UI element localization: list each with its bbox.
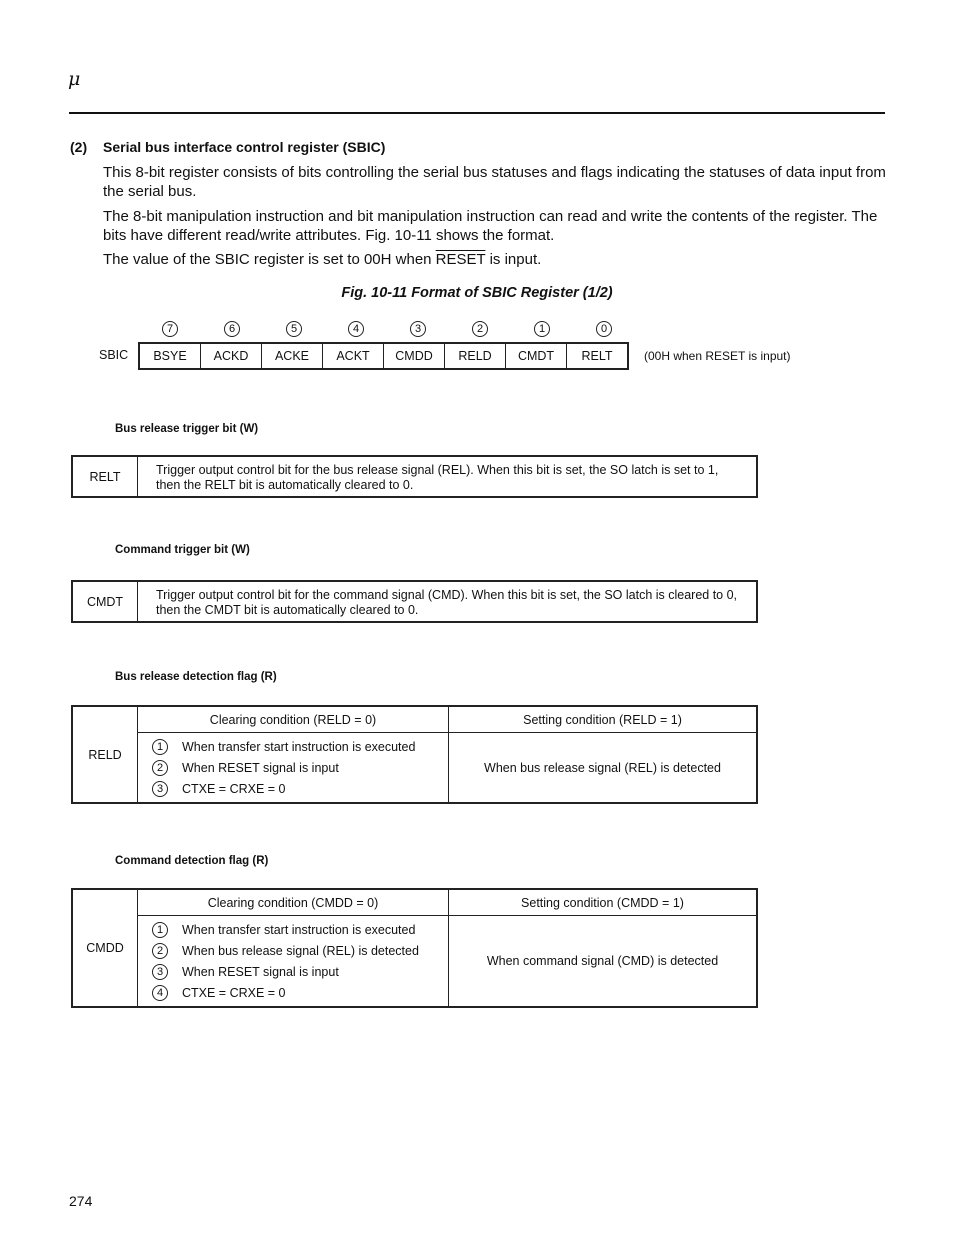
reld-heading: Bus release detection flag (R) [115,671,277,683]
item-text: CTXE = CRXE = 0 [182,781,286,796]
item-text: When bus release signal (REL) is detected [182,943,419,958]
page-number: 274 [69,1193,93,1209]
list-item [152,778,448,799]
cmdd-table [71,888,758,1008]
paragraph-3-pre: The value of the SBIC register is set to 00H when [103,251,436,268]
reset-value-note: (00H when RESET is input) [644,349,791,363]
relt-name: RELT [72,456,138,497]
relt-description [138,456,758,497]
bit-number-0: 0 [596,321,612,337]
paragraph-2: The 8-bit manipulation instruction and bit manipulation instruction can read and write the contents of the register. The bits have different read/write attributes. Fig. 10-11 shows the format. [103,208,878,244]
reld-clear-header: Clearing condition (RELD = 0) [138,706,449,733]
item-text: When transfer start instruction is executed [182,922,416,937]
relt-description-line-1: Trigger output control bit for the bus release signal (REL). When this bit is set, the SO latch is set to 1, [156,463,719,477]
paragraph-3-post: is input. [485,251,542,268]
figure-caption: Fig. 10-11 Format of SBIC Register (1/2) [341,285,613,301]
cmdd-clear-list [138,916,449,1008]
header-symbol: μ [68,68,81,90]
list-item [152,736,448,757]
reld-name: RELD [72,706,138,803]
bit-cell-acke: ACKE [262,343,323,369]
bit-number-3: 3 [410,321,426,337]
bit-number-4: 4 [348,321,364,337]
reld-set-condition: When bus release signal (REL) is detected [449,733,758,804]
section-number: (2) [70,139,88,155]
bit-cell-cmdd: CMDD [384,343,445,369]
cmdd-set-header: Setting condition (CMDD = 1) [449,889,758,916]
list-item [152,940,448,961]
bit-number-row [139,319,635,337]
bit-cell-bsye: BSYE [139,343,201,369]
item-number: 4 [152,985,168,1001]
bit-cell-relt: RELT [567,343,629,369]
item-number: 3 [152,964,168,980]
cmdt-table [71,580,758,623]
reld-table [71,705,758,804]
bit-cell-cmdt: CMDT [506,343,567,369]
cmdd-clear-header: Clearing condition (CMDD = 0) [138,889,449,916]
relt-heading: Bus release trigger bit (W) [115,423,259,435]
item-text: When RESET signal is input [182,760,339,775]
bit-number-1: 1 [534,321,550,337]
cmdt-description-line-2: then the CMDT bit is automatically cleared to 0. [156,602,419,617]
bit-number-7: 7 [162,321,178,337]
cmdd-heading: Command detection flag (R) [115,855,269,867]
reld-set-header: Setting condition (RELD = 1) [449,706,758,733]
reld-clear-list [138,733,449,804]
relt-table [71,455,758,498]
list-item [152,919,448,940]
paragraph-3 [103,250,893,269]
relt-description-line-2: then the RELT bit is automatically cleared to 0. [156,477,414,492]
bit-cell-reld: RELD [445,343,506,369]
cmdt-description-line-1: Trigger output control bit for the command signal (CMD). When this bit is set, the SO latch is cleared to 0, [156,588,738,602]
cmdd-name: CMDD [72,889,138,1007]
cmdt-heading: Command trigger bit (W) [115,544,250,556]
bit-cell-ackt: ACKT [323,343,384,369]
item-text: When RESET signal is input [182,964,339,979]
item-number: 2 [152,760,168,776]
list-item [152,982,448,1003]
header-rule [69,112,885,114]
item-number: 1 [152,739,168,755]
paragraph-1: This 8-bit register consists of bits controlling the serial bus statuses and flags indicating the statuses of data input from the serial bus. [103,164,886,200]
section-title: Serial bus interface control register (SBIC) [103,139,386,155]
item-number: 2 [152,943,168,959]
item-number: 3 [152,781,168,797]
list-item [152,961,448,982]
list-item [152,757,448,778]
bit-cell-ackd: ACKD [201,343,262,369]
bit-number-5: 5 [286,321,302,337]
item-text: CTXE = CRXE = 0 [182,985,286,1000]
register-bit-table [138,342,629,370]
bit-number-2: 2 [472,321,488,337]
register-name: SBIC [99,348,129,362]
bit-number-6: 6 [224,321,240,337]
cmdd-set-condition: When command signal (CMD) is detected [449,916,758,1008]
reset-signal-name: RESET [435,251,486,268]
cmdt-description [138,581,758,622]
item-number: 1 [152,922,168,938]
cmdt-name: CMDT [72,581,138,622]
item-text: When transfer start instruction is executed [182,739,416,754]
